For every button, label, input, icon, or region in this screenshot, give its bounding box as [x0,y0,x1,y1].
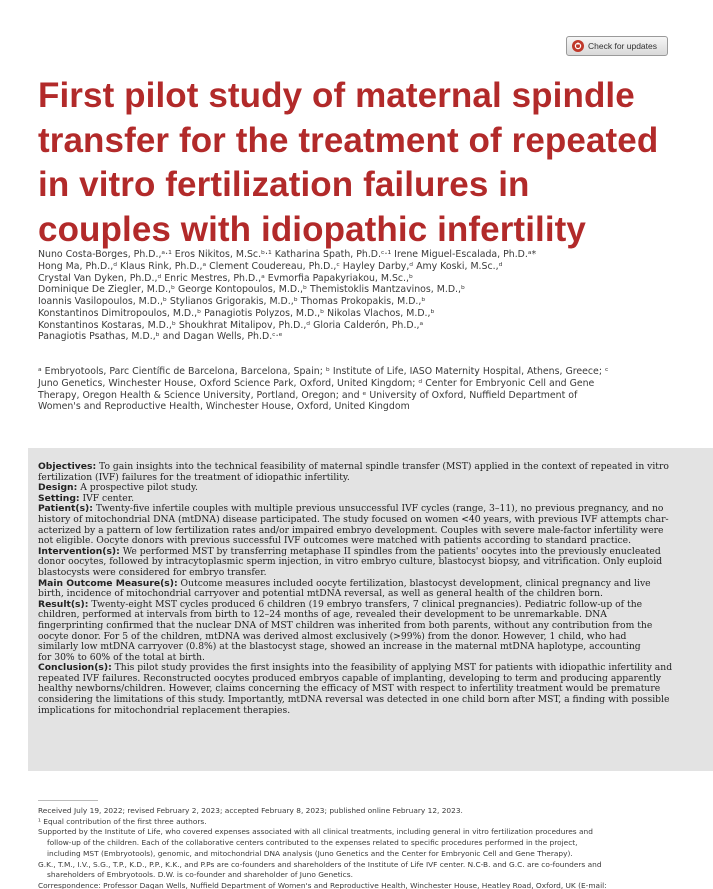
footnote-line: follow-up of the children. Each of the collaborative centers contributed to the expenses related to specific procedures performed in the project, [47,838,578,848]
abstract-line-text: considering the limitations of this study. Importantly, mtDNA reversal was detected in one child born after MST, a finding with possible [38,694,670,706]
abstract-section-label: Objectives: [38,461,97,472]
footnote-divider [38,800,98,801]
abstract-line-text: fingerprinting confirmed that the nuclear DNA of MST children was inherited from both parents, without any contribution from the [38,619,653,631]
abstract-line-text: oocyte donor. For 5 of the children, mtDNA was derived almost exclusively (>99%) from the donor. However, 1 child, who had [38,630,627,642]
abstract-line-text: Twenty-five infertile couples with multiple previous unsuccessful IVF cycles (range, 3–11), no previous pregnancy, and no [95,503,664,515]
abstract-line-text: We performed MST by transferring metaphase II spindles from the patients' oocytes into the previously enucleated [122,545,661,557]
title-line: in vitro fertilization failures in [38,165,530,204]
affiliation-line: Therapy, Oregon Health & Science University, Portland, Oregon; and ᵉ University of Oxford, Nuffield Department of [38,389,578,401]
article-title [38,74,678,252]
abstract-section-label: Intervention(s): [38,545,120,557]
footnote-line: Supported by the Institute of Life, who covered expenses associated with all clinical treatments, including general in vitro fertilization procedures and [38,827,593,837]
footnote-line: G.K., T.M., I.V., S.G., T.P., K.D., P.P., K.K., and P.Ps are co-founders and shareholders of the Institute of Life IVF center. N.C-B. and G.C. are co-founders and [38,859,602,869]
affiliation-line: ᵃ Embryotools, Parc Científic de Barcelona, Barcelona, Spain; ᵇ Institute of Life, IASO Maternity Hospital, Athens, Greece; ᶜ [38,366,609,377]
footnote-line: shareholders of Embryotools. D.W. is co-founder and shareholder of Juno Genetics. [47,870,353,880]
abstract-line [38,483,703,494]
abstract-section-label: Main Outcome Measure(s): [38,577,178,589]
abstract-line-text: fertilization (IVF) failures for the treatment of idiopathic infertility. [38,471,350,483]
article-footnotes [38,806,703,889]
author-line: Panagiotis Psathas, M.D.,ᵇ and Dagan Wells, Ph.D.ᶜ·ᵉ [38,331,283,343]
abstract-line-text: not eligible. Oocyte donors with previous successful IVF outcomes were matched with patients according to standard practice. [38,535,632,547]
author-line: Hong Ma, Ph.D.,ᵈ Klaus Rink, Ph.D.,ᵃ Clement Coudereau, Ph.D.,ᶜ Hayley Darby,ᵈ Amy Koski, M.Sc.,ᵈ [38,260,503,272]
footnote-line: ¹ Equal contribution of the first three authors. [38,816,207,826]
abstract-line-text: To gain insights into the technical feasibility of maternal spindle transfer (MST) applied in the context of repeated in vitro [99,461,669,472]
title-line: First pilot study of maternal spindle [38,76,635,115]
footnote-line: Received July 19, 2022; revised February 2, 2023; accepted February 8, 2023; published online February 12, 2023. [38,806,463,815]
abstract-line-text: for 30% to 60% of the total at birth. [38,651,205,663]
abstract-line-text: donor oocytes, followed by intracytoplasmic sperm injection, in vitro embryo culture, blastocyst biopsy, and vitrification. Only euploid [38,556,663,568]
author-line: Ioannis Vasilopoulos, M.D.,ᵇ Stylianos Grigorakis, M.D.,ᵇ Thomas Prokopakis, M.D.,ᵇ [38,296,426,307]
abstract-line-text: similarly low mtDNA carryover (0.8%) at the blastocyst stage, showed an increase in the maternal mtDNA haplotype, accounting [38,641,641,653]
abstract-section-label: Design: [38,482,78,494]
abstract-line-text: IVF center. [82,492,134,504]
affiliations [38,366,678,413]
abstract-section-label: Conclusion(s): [38,662,112,674]
abstract-section-label: Patient(s): [38,503,93,515]
abstract-section-label: Result(s): [38,598,89,610]
author-line: Konstantinos Dimitropoulos, M.D.,ᵇ Panagiotis Polyzos, M.D.,ᵇ Nikolas Vlachos, M.D.,ᵇ [38,307,435,319]
footnote-line: Correspondence: Professor Dagan Wells, Nuffield Department of Women's and Reproductive Health, Winchester House, Heatley Road, Oxford, UK (E-mail: [38,880,607,889]
title-line: transfer for the treatment of repeated [38,120,659,160]
abstract-line-text: A prospective pilot study. [80,482,198,494]
abstract-line-text: acterized by a pattern of low fertilization rates and/or impaired embryo development. Couples with severe male-factor infertility were [38,524,664,536]
footnote-line: including MST (Embryotools), genomic, and mitochondrial DNA analysis (Juno Genetics and the Center for Embryonic Cell and Gene Therapy). [47,848,573,858]
abstract-line-text: This pilot study provides the first insights into the feasibility of applying MST for patients with idiopathic infertility and [114,662,673,674]
abstract-line-text: blastocysts were considered for embryo transfer. [38,566,267,578]
abstract-line-text: birth, incidence of mitochondrial carryover and potential mtDNA reversal, as well as general health of the children born. [38,588,603,600]
abstract-line-text: Outcome measures included oocyte fertilization, blastocyst development, clinical pregnancy and live [180,577,651,589]
author-line: Crystal Van Dyken, Ph.D.,ᵈ Enric Mestres, Ph.D.,ᵃ Evmorfia Papakyriakou, M.Sc.,ᵇ [38,272,414,284]
check-for-updates-label: Check for updates [588,41,657,51]
author-line: Dominique De Ziegler, M.D.,ᵇ George Kontopoulos, M.D.,ᵇ Themistoklis Mantzavinos, M.D.,ᵇ [38,284,466,296]
abstract-line-text: repeated IVF failures. Reconstructed oocytes produced embryos capable of implanting, developing to term and producing apparently [38,672,662,684]
affiliation-line: Women's and Reproductive Health, Winchester House, Oxford, United Kingdom [38,401,410,413]
author-list [38,249,678,343]
title-line: couples with idiopathic infertility [38,209,586,249]
abstract-line-text: Twenty-eight MST cycles produced 6 children (19 embryo transfers, 7 clinical pregnancies). Pediatric follow-up of the [91,598,643,610]
abstract-line [38,706,703,717]
check-for-updates-button[interactable] [566,36,668,56]
abstract-line-text: history of mitochondrial DNA (mtDNA) disease participated. The study focused on women <40 years, with previous IVF attempts char- [38,513,669,525]
author-line: Nuno Costa-Borges, Ph.D.,ᵃ·¹ Eros Nikitos, M.Sc.ᵇ·¹ Katharina Spath, Ph.D.ᶜ·¹ Irene Miguel-Escalada, Ph.D.ᵃ* [38,249,537,260]
abstract-line-text: healthy newborns/children. However, claims concerning the efficacy of MST with respect to infertility treatment would be premature [38,683,661,695]
abstract-line-text: implications for mitochondrial replacement therapies. [38,704,291,716]
check-updates-icon [572,40,584,52]
abstract-line-text: children, performed at intervals from birth to 12–24 months of age, revealed their development to be unremarkable. DNA [38,609,607,621]
author-line: Konstantinos Kostaras, M.D.,ᵇ Shoukhrat Mitalipov, Ph.D.,ᵈ Gloria Calderón, Ph.D.,ᵃ [38,319,424,331]
abstract-section-label: Setting: [38,492,80,504]
affiliation-line: Juno Genetics, Winchester House, Oxford Science Park, Oxford, United Kingdom; ᵈ Center for Embryonic Cell and Gene [38,377,595,389]
abstract-text [38,462,703,716]
